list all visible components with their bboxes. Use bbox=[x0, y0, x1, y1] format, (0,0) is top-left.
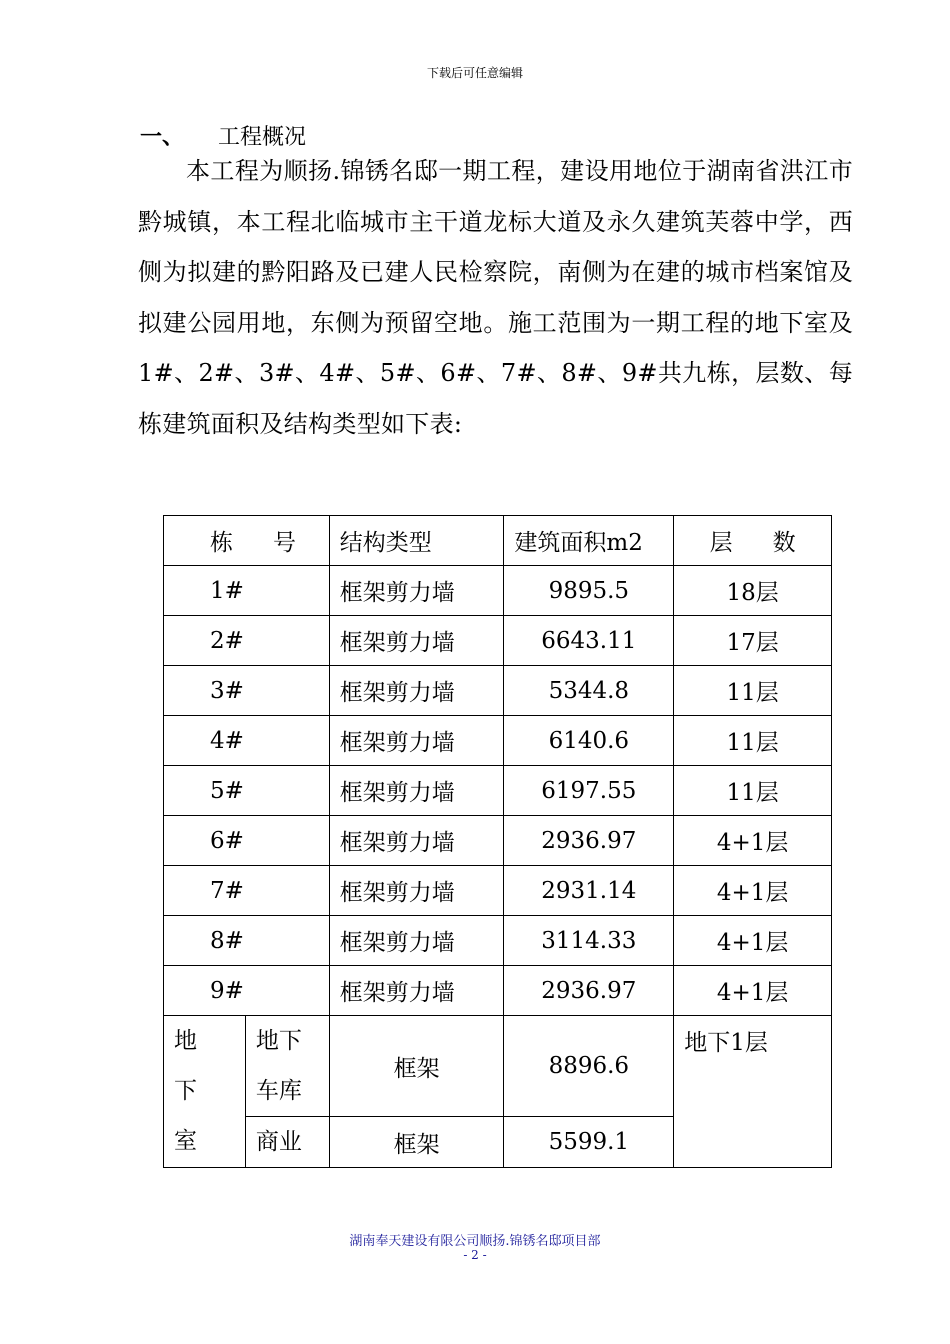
structure-type: 框架剪力墙 bbox=[329, 816, 504, 866]
table-row bbox=[164, 766, 832, 816]
building-id: 5# bbox=[164, 766, 330, 816]
section-number: 一、 bbox=[140, 125, 185, 150]
table-row bbox=[164, 916, 832, 966]
structure-type: 框架剪力墙 bbox=[329, 866, 504, 916]
floor-count: 4+1层 bbox=[674, 966, 832, 1016]
table-row bbox=[164, 666, 832, 716]
basement-floors: 地下1层 bbox=[674, 1016, 832, 1168]
building-table bbox=[163, 515, 832, 1168]
floor-count: 4+1层 bbox=[674, 866, 832, 916]
structure-type: 框架剪力墙 bbox=[329, 916, 504, 966]
floor-count: 18层 bbox=[674, 566, 832, 616]
building-area: 9895.5 bbox=[504, 566, 674, 616]
building-area: 6140.6 bbox=[504, 716, 674, 766]
commercial-structure: 框架 bbox=[329, 1117, 504, 1168]
overview-paragraph: 本工程为顺扬.锦锈名邸一期工程，建设用地位于湖南省洪江市黔城镇，本工程北临城市主干道龙标大道及永久建筑芙蓉中学，西侧为拟建的黔阳路及已建人民检察院，南侧为在建的城市档案馆及拟建公园用地，东侧为预留空地。施工范围为一期工程的地下室及1#、2#、3#、4#、5#、6#、7#、8#、9#共九栋，层数、每栋建筑面积及结构类型如下表: bbox=[138, 157, 853, 438]
table-row bbox=[164, 966, 832, 1016]
section-title: 工程概况 bbox=[218, 125, 307, 150]
floor-count: 11层 bbox=[674, 666, 832, 716]
garage-area: 8896.6 bbox=[504, 1016, 674, 1117]
building-id: 7# bbox=[164, 866, 330, 916]
header-floors: 层 数 bbox=[674, 516, 832, 566]
basement-label-char: 室 bbox=[174, 1128, 197, 1154]
structure-type: 框架剪力墙 bbox=[329, 566, 504, 616]
building-area: 2931.14 bbox=[504, 866, 674, 916]
structure-type: 框架剪力墙 bbox=[329, 966, 504, 1016]
header-area: 建筑面积m2 bbox=[504, 516, 674, 566]
building-area: 3114.33 bbox=[504, 916, 674, 966]
header-structure: 结构类型 bbox=[329, 516, 504, 566]
header-note: 下载后可任意编辑 bbox=[426, 66, 523, 80]
page-number: - 2 - bbox=[463, 1248, 487, 1262]
table-row bbox=[164, 616, 832, 666]
building-area: 6643.11 bbox=[504, 616, 674, 666]
basement-label-char: 下 bbox=[174, 1078, 197, 1104]
structure-type: 框架剪力墙 bbox=[329, 616, 504, 666]
building-id: 3# bbox=[164, 666, 330, 716]
floor-count: 17层 bbox=[674, 616, 832, 666]
table-row bbox=[164, 866, 832, 916]
table-row bbox=[164, 816, 832, 866]
basement-label bbox=[164, 1016, 246, 1168]
basement-garage-row bbox=[164, 1016, 832, 1117]
commercial-label: 商业 bbox=[245, 1117, 329, 1168]
garage-label: 地下 车库 bbox=[245, 1016, 329, 1117]
building-id: 2# bbox=[164, 616, 330, 666]
building-id: 4# bbox=[164, 716, 330, 766]
building-area: 5344.8 bbox=[504, 666, 674, 716]
building-area: 6197.55 bbox=[504, 766, 674, 816]
building-id: 1# bbox=[164, 566, 330, 616]
structure-type: 框架剪力墙 bbox=[329, 716, 504, 766]
floor-count: 4+1层 bbox=[674, 816, 832, 866]
table-row bbox=[164, 716, 832, 766]
structure-type: 框架剪力墙 bbox=[329, 766, 504, 816]
floor-count: 4+1层 bbox=[674, 916, 832, 966]
basement-label-char: 地 bbox=[174, 1028, 197, 1054]
footer-company: 湖南奉天建设有限公司顺扬.锦锈名邸项目部 bbox=[349, 1234, 601, 1249]
header-building: 栋 号 bbox=[164, 516, 330, 566]
building-area: 2936.97 bbox=[504, 816, 674, 866]
structure-type: 框架剪力墙 bbox=[329, 666, 504, 716]
building-id: 8# bbox=[164, 916, 330, 966]
building-id: 6# bbox=[164, 816, 330, 866]
floor-count: 11层 bbox=[674, 766, 832, 816]
table-header-row bbox=[164, 516, 832, 566]
floor-count: 11层 bbox=[674, 716, 832, 766]
garage-structure: 框架 bbox=[329, 1016, 504, 1117]
table-row bbox=[164, 566, 832, 616]
building-area: 2936.97 bbox=[504, 966, 674, 1016]
commercial-area: 5599.1 bbox=[504, 1117, 674, 1168]
building-id: 9# bbox=[164, 966, 330, 1016]
